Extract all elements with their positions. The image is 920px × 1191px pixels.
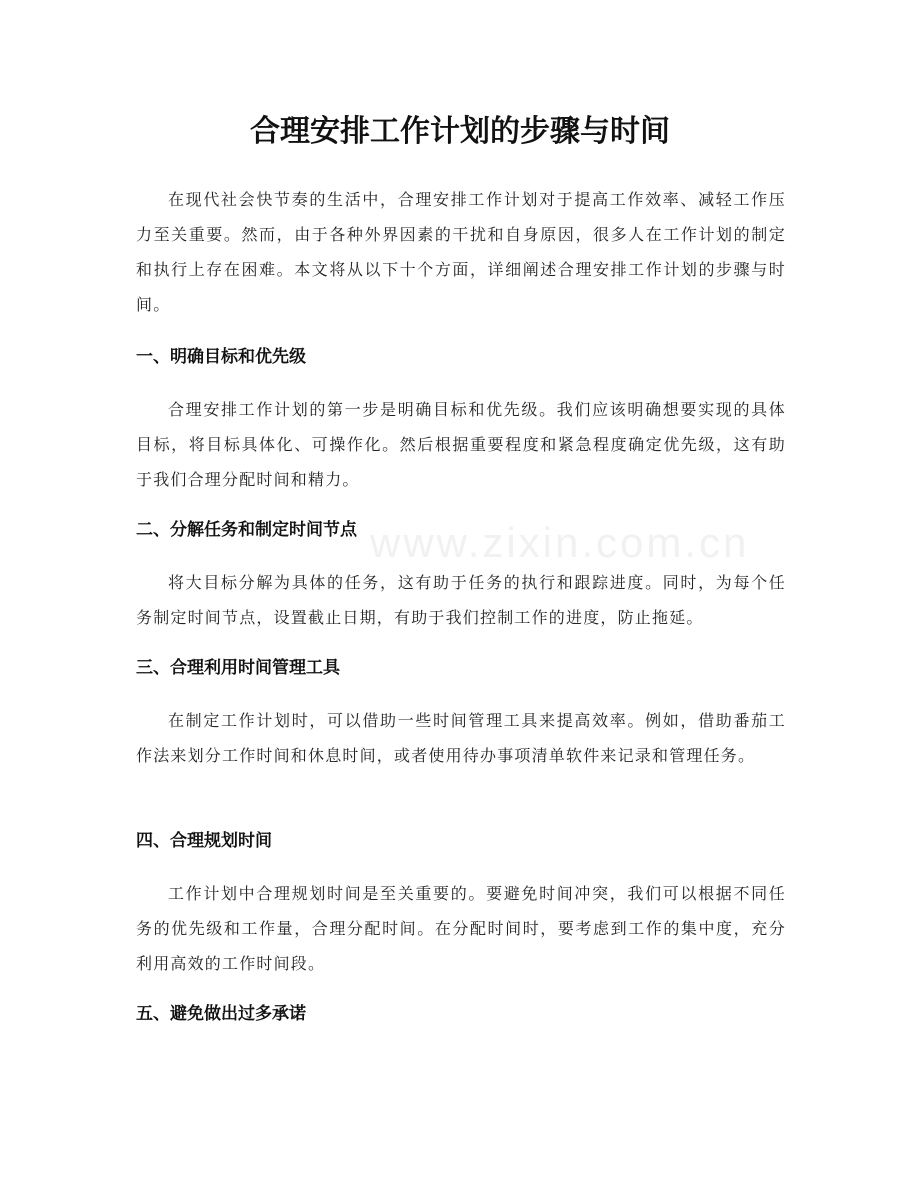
section-5-heading: 五、避免做出过多承诺 bbox=[136, 1004, 306, 1024]
section-4-heading: 四、合理规划时间 bbox=[136, 831, 272, 851]
intro-paragraph: 在现代社会快节奏的生活中，合理安排工作计划对于提高工作效率、减轻工作压力至关重要。然而，由于各种外界因素的干扰和自身原因，很多人在工作计划的制定和执行上存在困难。本文将从以下十个方面，详细阐述合理安排工作计划的步骤与时间。 bbox=[136, 190, 786, 314]
document-title: 合理安排工作计划的步骤与时间 bbox=[250, 114, 670, 149]
section-1-heading: 一、明确目标和优先级 bbox=[136, 347, 306, 367]
section-3-heading: 三、合理利用时间管理工具 bbox=[136, 658, 340, 678]
watermark-text: www.zixin.com.cn bbox=[370, 519, 750, 566]
section-2-heading: 二、分解任务和制定时间节点 bbox=[136, 520, 357, 540]
section-1-body: 合理安排工作计划的第一步是明确目标和优先级。我们应该明确想要实现的具体目标，将目标具体化、可操作化。然后根据重要程度和紧急程度确定优先级，这有助于我们合理分配时间和精力。 bbox=[136, 400, 786, 489]
section-3-body: 在制定工作计划时，可以借助一些时间管理工具来提高效率。例如，借助番茄工作法来划分工作时间和休息时间，或者使用待办事项清单软件来记录和管理任务。 bbox=[136, 711, 786, 765]
section-4-body: 工作计划中合理规划时间是至关重要的。要避免时间冲突，我们可以根据不同任务的优先级和工作量，合理分配时间。在分配时间时，要考虑到工作的集中度，充分利用高效的工作时间段。 bbox=[136, 884, 786, 973]
section-2-body: 将大目标分解为具体的任务，这有助于任务的执行和跟踪进度。同时，为每个任务制定时间节点，设置截止日期，有助于我们控制工作的进度，防止拖延。 bbox=[136, 573, 786, 627]
